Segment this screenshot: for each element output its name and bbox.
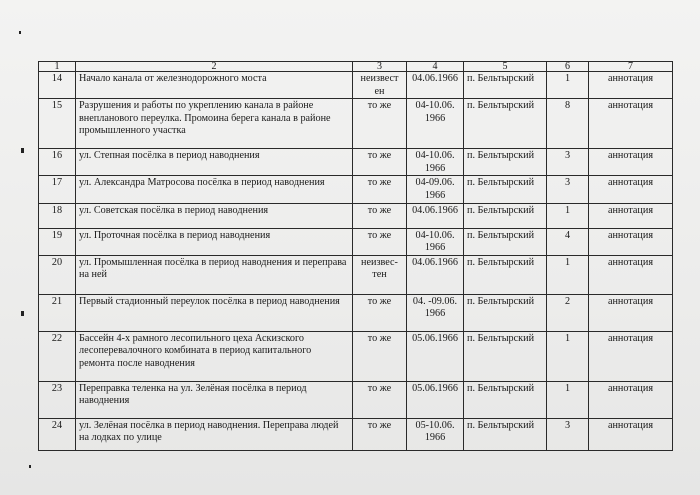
header-cell: 6 (547, 62, 589, 72)
row-place: п. Бельтырский (464, 99, 547, 149)
row-date: 04-10.06. 1966 (407, 99, 464, 149)
row-author: то же (353, 418, 407, 450)
row-number: 18 (39, 203, 76, 228)
row-count: 1 (547, 331, 589, 381)
scan-speck-bottom (29, 465, 31, 468)
row-date: 04-10.06. 1966 (407, 149, 464, 176)
header-cell: 3 (353, 62, 407, 72)
row-count: 3 (547, 149, 589, 176)
row-date: 04-09.06. 1966 (407, 176, 464, 203)
table-row (39, 418, 673, 450)
row-place: п. Бельтырский (464, 228, 547, 255)
row-type: аннотация (589, 381, 673, 418)
row-title: Бассейн 4-х рамного лесопильного цеха Аскизского лесоперевалочного комбината в период капитального ремонта после наводнения (76, 331, 353, 381)
row-count: 1 (547, 203, 589, 228)
row-author: то же (353, 331, 407, 381)
row-place: п. Бельтырский (464, 72, 547, 99)
row-title: Переправка теленка на ул. Зелёная посёлка в период наводнения (76, 381, 353, 418)
table-row (39, 99, 673, 149)
row-number: 15 (39, 99, 76, 149)
row-title: ул. Проточная посёлка в период наводнения (76, 228, 353, 255)
row-author: то же (353, 203, 407, 228)
scan-speck-top (19, 31, 21, 34)
row-number: 19 (39, 228, 76, 255)
row-place: п. Бельтырский (464, 294, 547, 331)
row-number: 23 (39, 381, 76, 418)
row-type: аннотация (589, 176, 673, 203)
table-row (39, 72, 673, 99)
row-date: 05.06.1966 (407, 381, 464, 418)
row-count: 2 (547, 294, 589, 331)
row-number: 17 (39, 176, 76, 203)
row-title: Разрушения и работы по укреплению канала в районе внепланового переулка. Промоина берега канала в районе промышленного участка (76, 99, 353, 149)
table-row (39, 294, 673, 331)
scan-speck-left-1 (21, 148, 24, 153)
row-author: то же (353, 99, 407, 149)
row-type: аннотация (589, 203, 673, 228)
row-author: неизвест ен (353, 72, 407, 99)
row-title: ул. Зелёная посёлка в период наводнения. Переправа людей на лодках по улице (76, 418, 353, 450)
row-type: аннотация (589, 228, 673, 255)
row-place: п. Бельтырский (464, 418, 547, 450)
row-number: 24 (39, 418, 76, 450)
row-count: 3 (547, 176, 589, 203)
row-number: 14 (39, 72, 76, 99)
row-type: аннотация (589, 99, 673, 149)
header-cell: 4 (407, 62, 464, 72)
table-header-row (39, 62, 673, 72)
row-type: аннотация (589, 294, 673, 331)
header-cell: 1 (39, 62, 76, 72)
table-row (39, 176, 673, 203)
row-date: 04.06.1966 (407, 255, 464, 294)
row-place: п. Бельтырский (464, 149, 547, 176)
photo-catalog-table (38, 61, 673, 451)
row-count: 8 (547, 99, 589, 149)
row-type: аннотация (589, 255, 673, 294)
row-title: Начало канала от железнодорожного моста (76, 72, 353, 99)
table-row (39, 149, 673, 176)
row-author: то же (353, 149, 407, 176)
row-type: аннотация (589, 72, 673, 99)
row-author: то же (353, 176, 407, 203)
row-title: ул. Степная посёлка в период наводнения (76, 149, 353, 176)
header-cell: 2 (76, 62, 353, 72)
row-count: 1 (547, 72, 589, 99)
table-row (39, 255, 673, 294)
row-date: 05.06.1966 (407, 331, 464, 381)
row-date: 04.06.1966 (407, 72, 464, 99)
row-type: аннотация (589, 331, 673, 381)
row-number: 16 (39, 149, 76, 176)
row-place: п. Бельтырский (464, 255, 547, 294)
row-type: аннотация (589, 149, 673, 176)
row-date: 04-10.06. 1966 (407, 228, 464, 255)
row-count: 1 (547, 255, 589, 294)
row-author: то же (353, 294, 407, 331)
scan-speck-left-2 (21, 311, 24, 316)
row-date: 05-10.06. 1966 (407, 418, 464, 450)
row-date: 04. -09.06. 1966 (407, 294, 464, 331)
header-cell: 7 (589, 62, 673, 72)
row-count: 1 (547, 381, 589, 418)
row-number: 22 (39, 331, 76, 381)
table-row (39, 228, 673, 255)
row-title: Первый стадионный переулок посёлка в период наводнения (76, 294, 353, 331)
row-title: ул. Советская посёлка в период наводнения (76, 203, 353, 228)
row-number: 21 (39, 294, 76, 331)
row-author: неизвес-тен (353, 255, 407, 294)
row-author: то же (353, 228, 407, 255)
row-number: 20 (39, 255, 76, 294)
row-place: п. Бельтырский (464, 331, 547, 381)
row-place: п. Бельтырский (464, 381, 547, 418)
row-author: то же (353, 381, 407, 418)
row-title: ул. Александра Матросова посёлка в период наводнения (76, 176, 353, 203)
row-date: 04.06.1966 (407, 203, 464, 228)
table-row (39, 203, 673, 228)
row-title: ул. Промышленная посёлка в период наводнения и переправа на ней (76, 255, 353, 294)
header-cell: 5 (464, 62, 547, 72)
row-type: аннотация (589, 418, 673, 450)
row-place: п. Бельтырский (464, 176, 547, 203)
table-row (39, 381, 673, 418)
row-count: 3 (547, 418, 589, 450)
table-row (39, 331, 673, 381)
row-count: 4 (547, 228, 589, 255)
row-place: п. Бельтырский (464, 203, 547, 228)
